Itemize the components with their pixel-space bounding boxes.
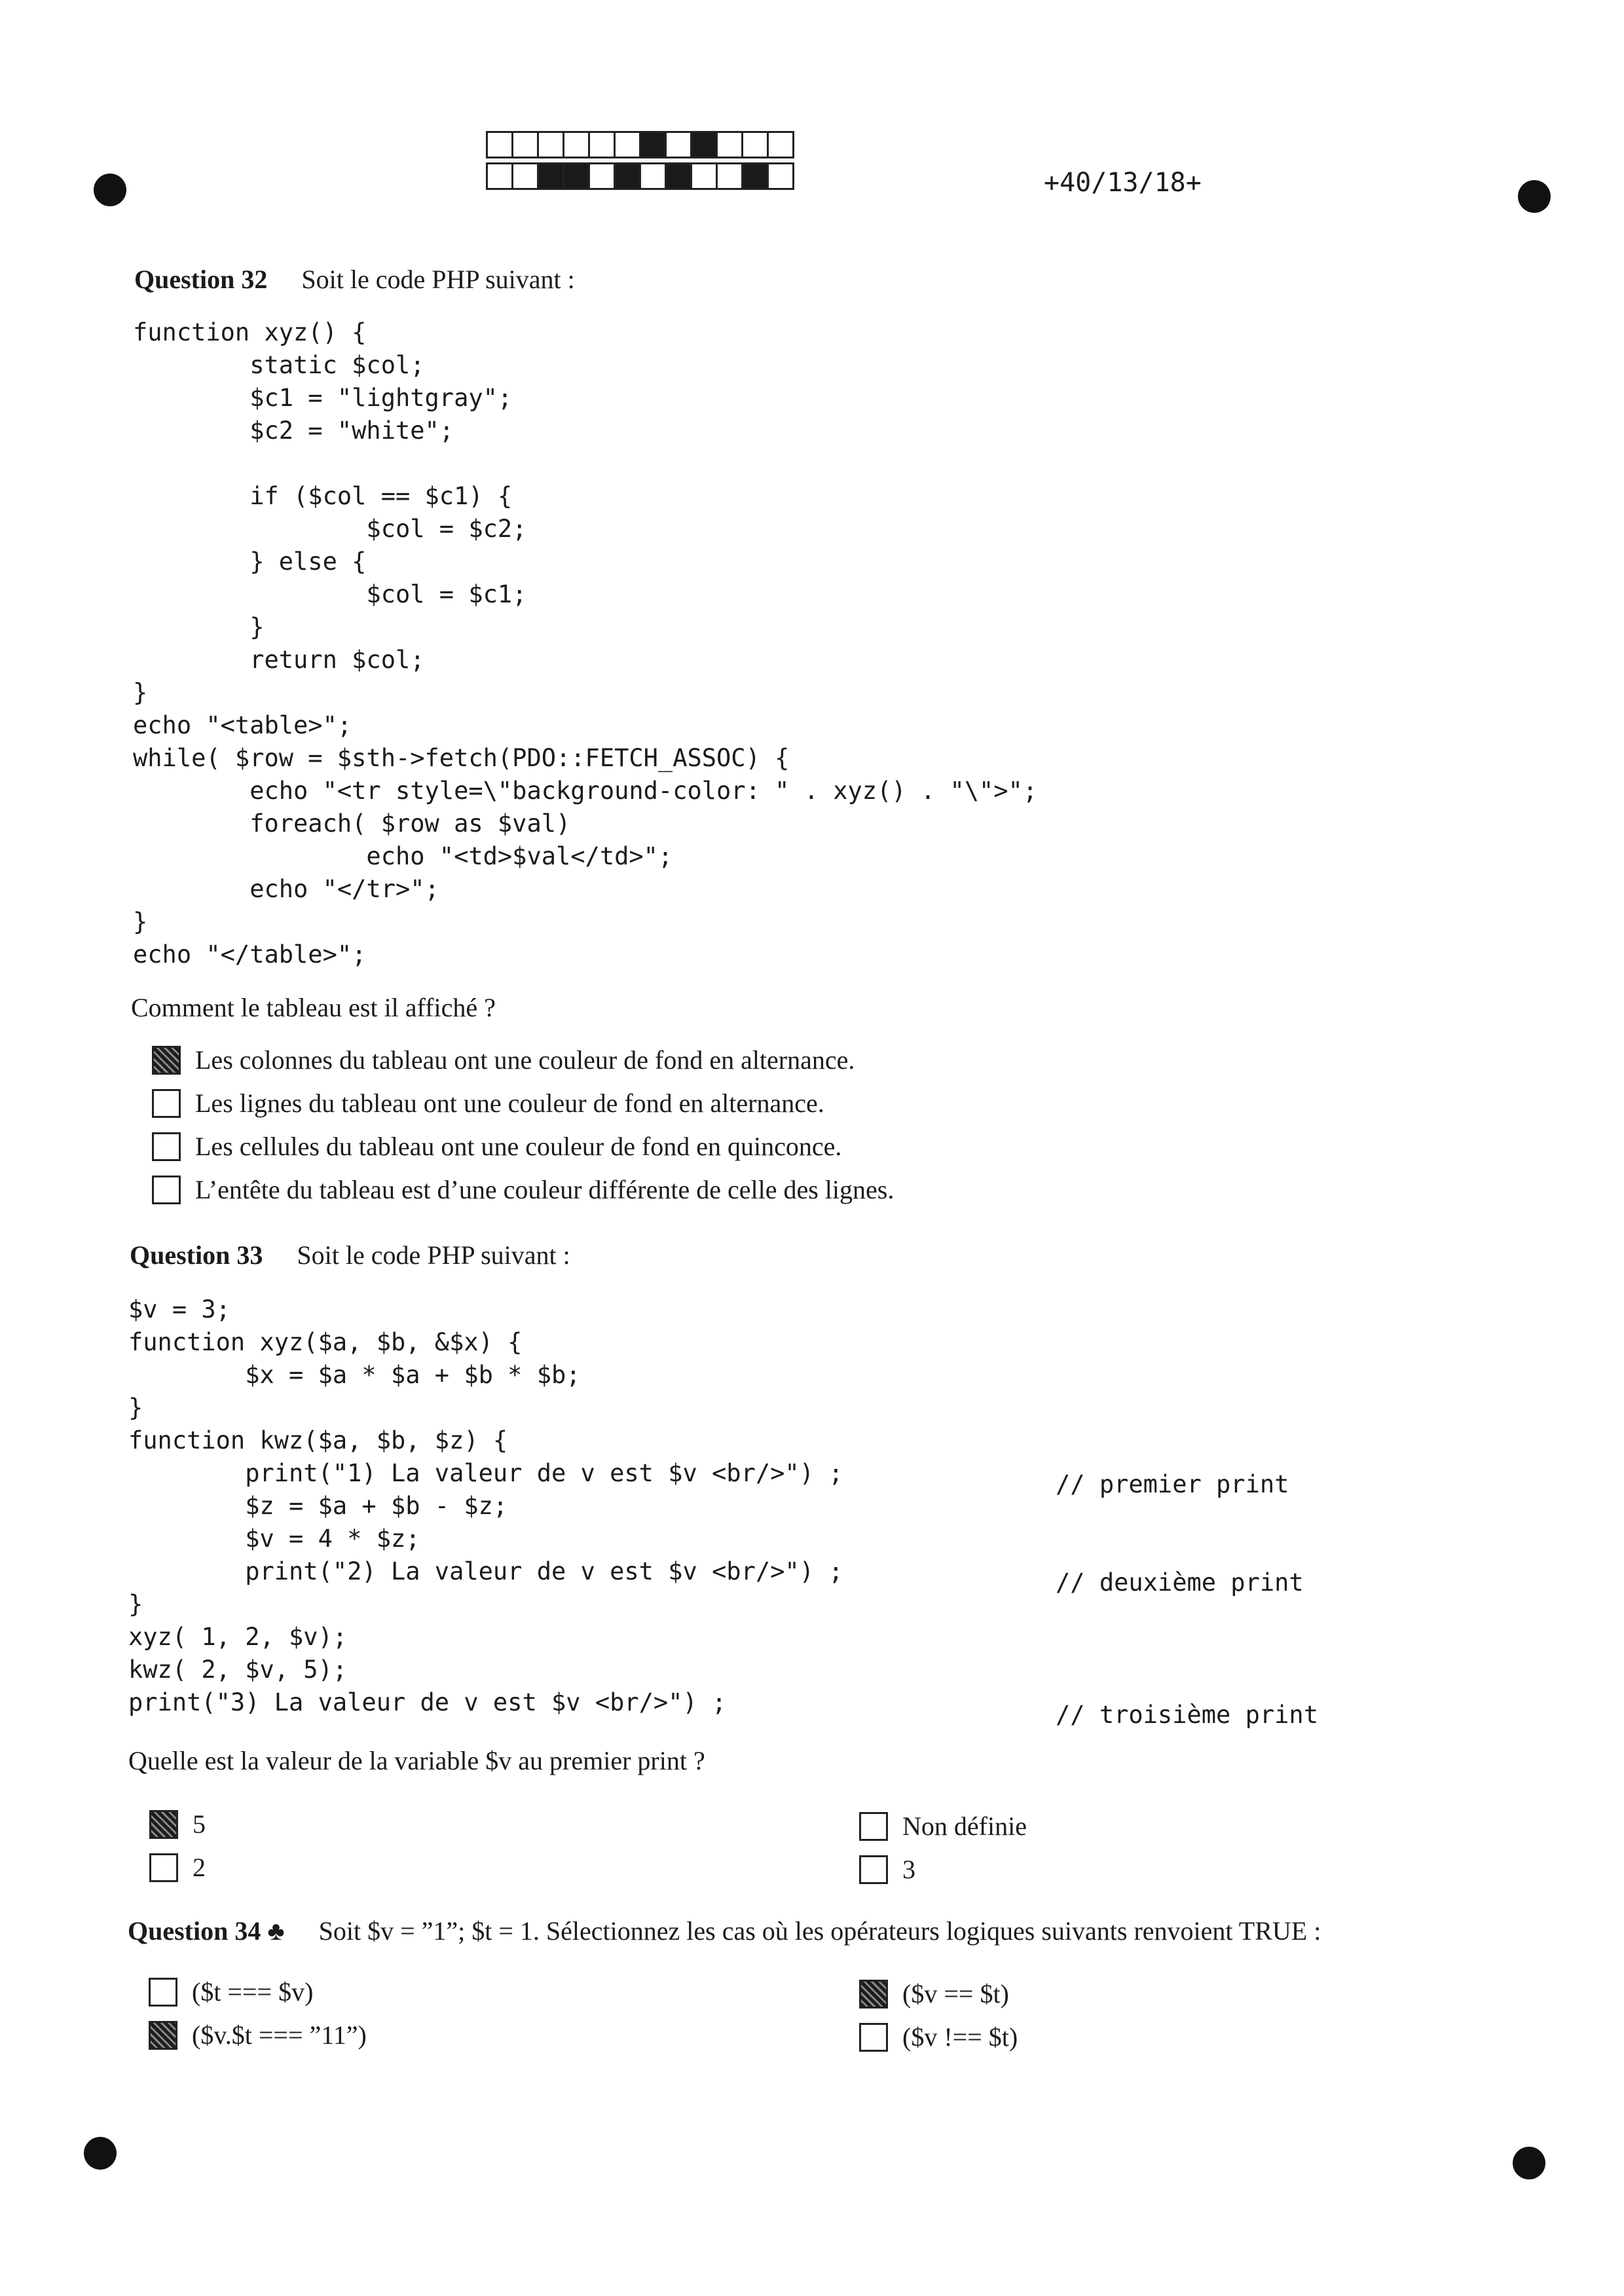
registration-mark-top-right: [1518, 180, 1551, 213]
comment-deuxieme-print: // deuxième print: [1056, 1568, 1304, 1597]
q32-choice-1[interactable]: [152, 1045, 855, 1075]
barcode-cell: [614, 162, 641, 190]
barcode-cell: [588, 162, 616, 190]
barcode-cell: [486, 131, 513, 158]
q32-choice-4[interactable]: [152, 1174, 894, 1205]
choice-label: 5: [193, 1809, 206, 1839]
checkbox[interactable]: [859, 1980, 888, 2009]
barcode-cell: [537, 131, 564, 158]
barcode-cell: [690, 162, 718, 190]
q33-choice-2[interactable]: [149, 1852, 206, 1883]
q33-choice-non-definie[interactable]: [859, 1811, 1027, 1842]
code-block-q32: function xyz() { static $col; $c1 = "lightgray"; $c2 = "white"; if ($col == $c1) { $col = $c2; } else { $col = $c1; } return $col; } echo "<table>"; while( $row = $sth->fetch(PDO::FETCH_ASSOC) { echo "<tr style=\"background-color: " . xyz() . "\">"; foreach( $row as $val) echo "<td>$val</td>"; echo "</tr>"; } echo "</table>";: [133, 318, 1038, 969]
barcode-cell: [665, 131, 692, 158]
barcode-cell: [486, 162, 513, 190]
choice-label: 2: [193, 1853, 206, 1882]
choice-label: ($v !== $t): [902, 2022, 1018, 2052]
choice-label: Les cellules du tableau ont une couleur de fond en quinconce.: [195, 1132, 842, 1161]
question-34-header: [128, 1916, 1321, 1946]
checkbox[interactable]: [149, 1978, 177, 2007]
checkbox[interactable]: [152, 1132, 181, 1161]
checkbox[interactable]: [152, 1046, 181, 1075]
comment-premier-print: // premier print: [1056, 1470, 1289, 1498]
checkbox[interactable]: [859, 2023, 888, 2052]
question-32-prompt: Comment le tableau est il affiché ?: [131, 993, 496, 1022]
barcode-cell: [741, 131, 769, 158]
registration-mark-bottom-right: [1513, 2147, 1545, 2179]
q32-choice-3[interactable]: [152, 1131, 841, 1162]
q33-choice-3[interactable]: [859, 1854, 915, 1885]
question-33-prompt: Quelle est la valeur de la variable $v au premier print ?: [128, 1746, 705, 1775]
checkbox[interactable]: [859, 1812, 888, 1841]
multiple-answer-club-icon: ♣: [267, 1916, 285, 1946]
registration-mark-top-left: [94, 174, 126, 206]
barcode-cell: [563, 162, 590, 190]
barcode-row-2: [486, 162, 792, 190]
barcode-cell: [511, 131, 539, 158]
question-number: Question 33: [130, 1240, 263, 1270]
barcode-cell: [665, 162, 692, 190]
checkbox[interactable]: [149, 1853, 178, 1882]
barcode-cell: [639, 162, 667, 190]
barcode-cell: [537, 162, 564, 190]
checkbox[interactable]: [149, 2021, 177, 2050]
barcode-cell: [716, 131, 743, 158]
choice-label: 3: [902, 1855, 915, 1884]
choice-label: ($t === $v): [192, 1977, 314, 2007]
question-intro: Soit le code PHP suivant :: [301, 265, 575, 294]
q34-choice-strict-equal[interactable]: [149, 1976, 313, 2007]
barcode-cell: [767, 131, 794, 158]
barcode-cell: [563, 131, 590, 158]
choice-label: Non définie: [902, 1811, 1027, 1841]
checkbox[interactable]: [152, 1089, 181, 1118]
question-32-header: [134, 264, 575, 295]
question-number: Question 34 ♣: [128, 1916, 285, 1946]
checkbox[interactable]: [149, 1810, 178, 1839]
q34-choice-loose-equal[interactable]: [859, 1978, 1009, 2009]
question-intro: Soit le code PHP suivant :: [297, 1240, 570, 1270]
comment-troisieme-print: // troisième print: [1056, 1701, 1318, 1729]
question-number: Question 32: [134, 265, 268, 294]
choice-label: ($v == $t): [902, 1979, 1009, 2009]
choice-label: L’entête du tableau est d’une couleur différente de celle des lignes.: [195, 1175, 895, 1204]
barcode-cell: [690, 131, 718, 158]
checkbox[interactable]: [859, 1855, 888, 1884]
choice-label: Les lignes du tableau ont une couleur de fond en alternance.: [195, 1088, 824, 1118]
choice-label: Les colonnes du tableau ont une couleur de fond en alternance.: [195, 1045, 855, 1075]
question-33-header: [130, 1240, 570, 1270]
barcode-cell: [588, 131, 616, 158]
barcode-cell: [614, 131, 641, 158]
barcode-cell: [741, 162, 769, 190]
barcode-cell: [716, 162, 743, 190]
choice-label: ($v.$t === ”11”): [192, 2020, 367, 2050]
code-block-q33: $v = 3; function xyz($a, $b, &$x) { $x = $a * $a + $b * $b; } function kwz($a, $b, $z) { print("1) La valeur de v est $v <br/>") ; $z = $a + $b - $z; $v = 4 * $z; print("2) La valeur de v est $v <br/>") ; } xyz( 1, 2, $v); kwz( 2, $v, 5); print("3) La valeur de v est $v <br/>") ;: [128, 1295, 843, 1716]
barcode-cell: [511, 162, 539, 190]
barcode-cell: [767, 162, 794, 190]
q33-choice-5[interactable]: [149, 1809, 206, 1840]
barcode-cell: [639, 131, 667, 158]
q34-choice-not-identical[interactable]: [859, 2022, 1018, 2052]
q34-choice-concat[interactable]: [149, 2020, 367, 2050]
barcode-row-1: [486, 131, 792, 158]
q32-choice-2[interactable]: [152, 1088, 824, 1119]
question-intro: Soit $v = ”1”; $t = 1. Sélectionnez les cas où les opérateurs logiques suivants renvoient TRUE :: [318, 1916, 1321, 1946]
registration-mark-bottom-left: [84, 2137, 117, 2170]
page-code: +40/13/18+: [1044, 168, 1202, 198]
checkbox[interactable]: [152, 1176, 181, 1204]
